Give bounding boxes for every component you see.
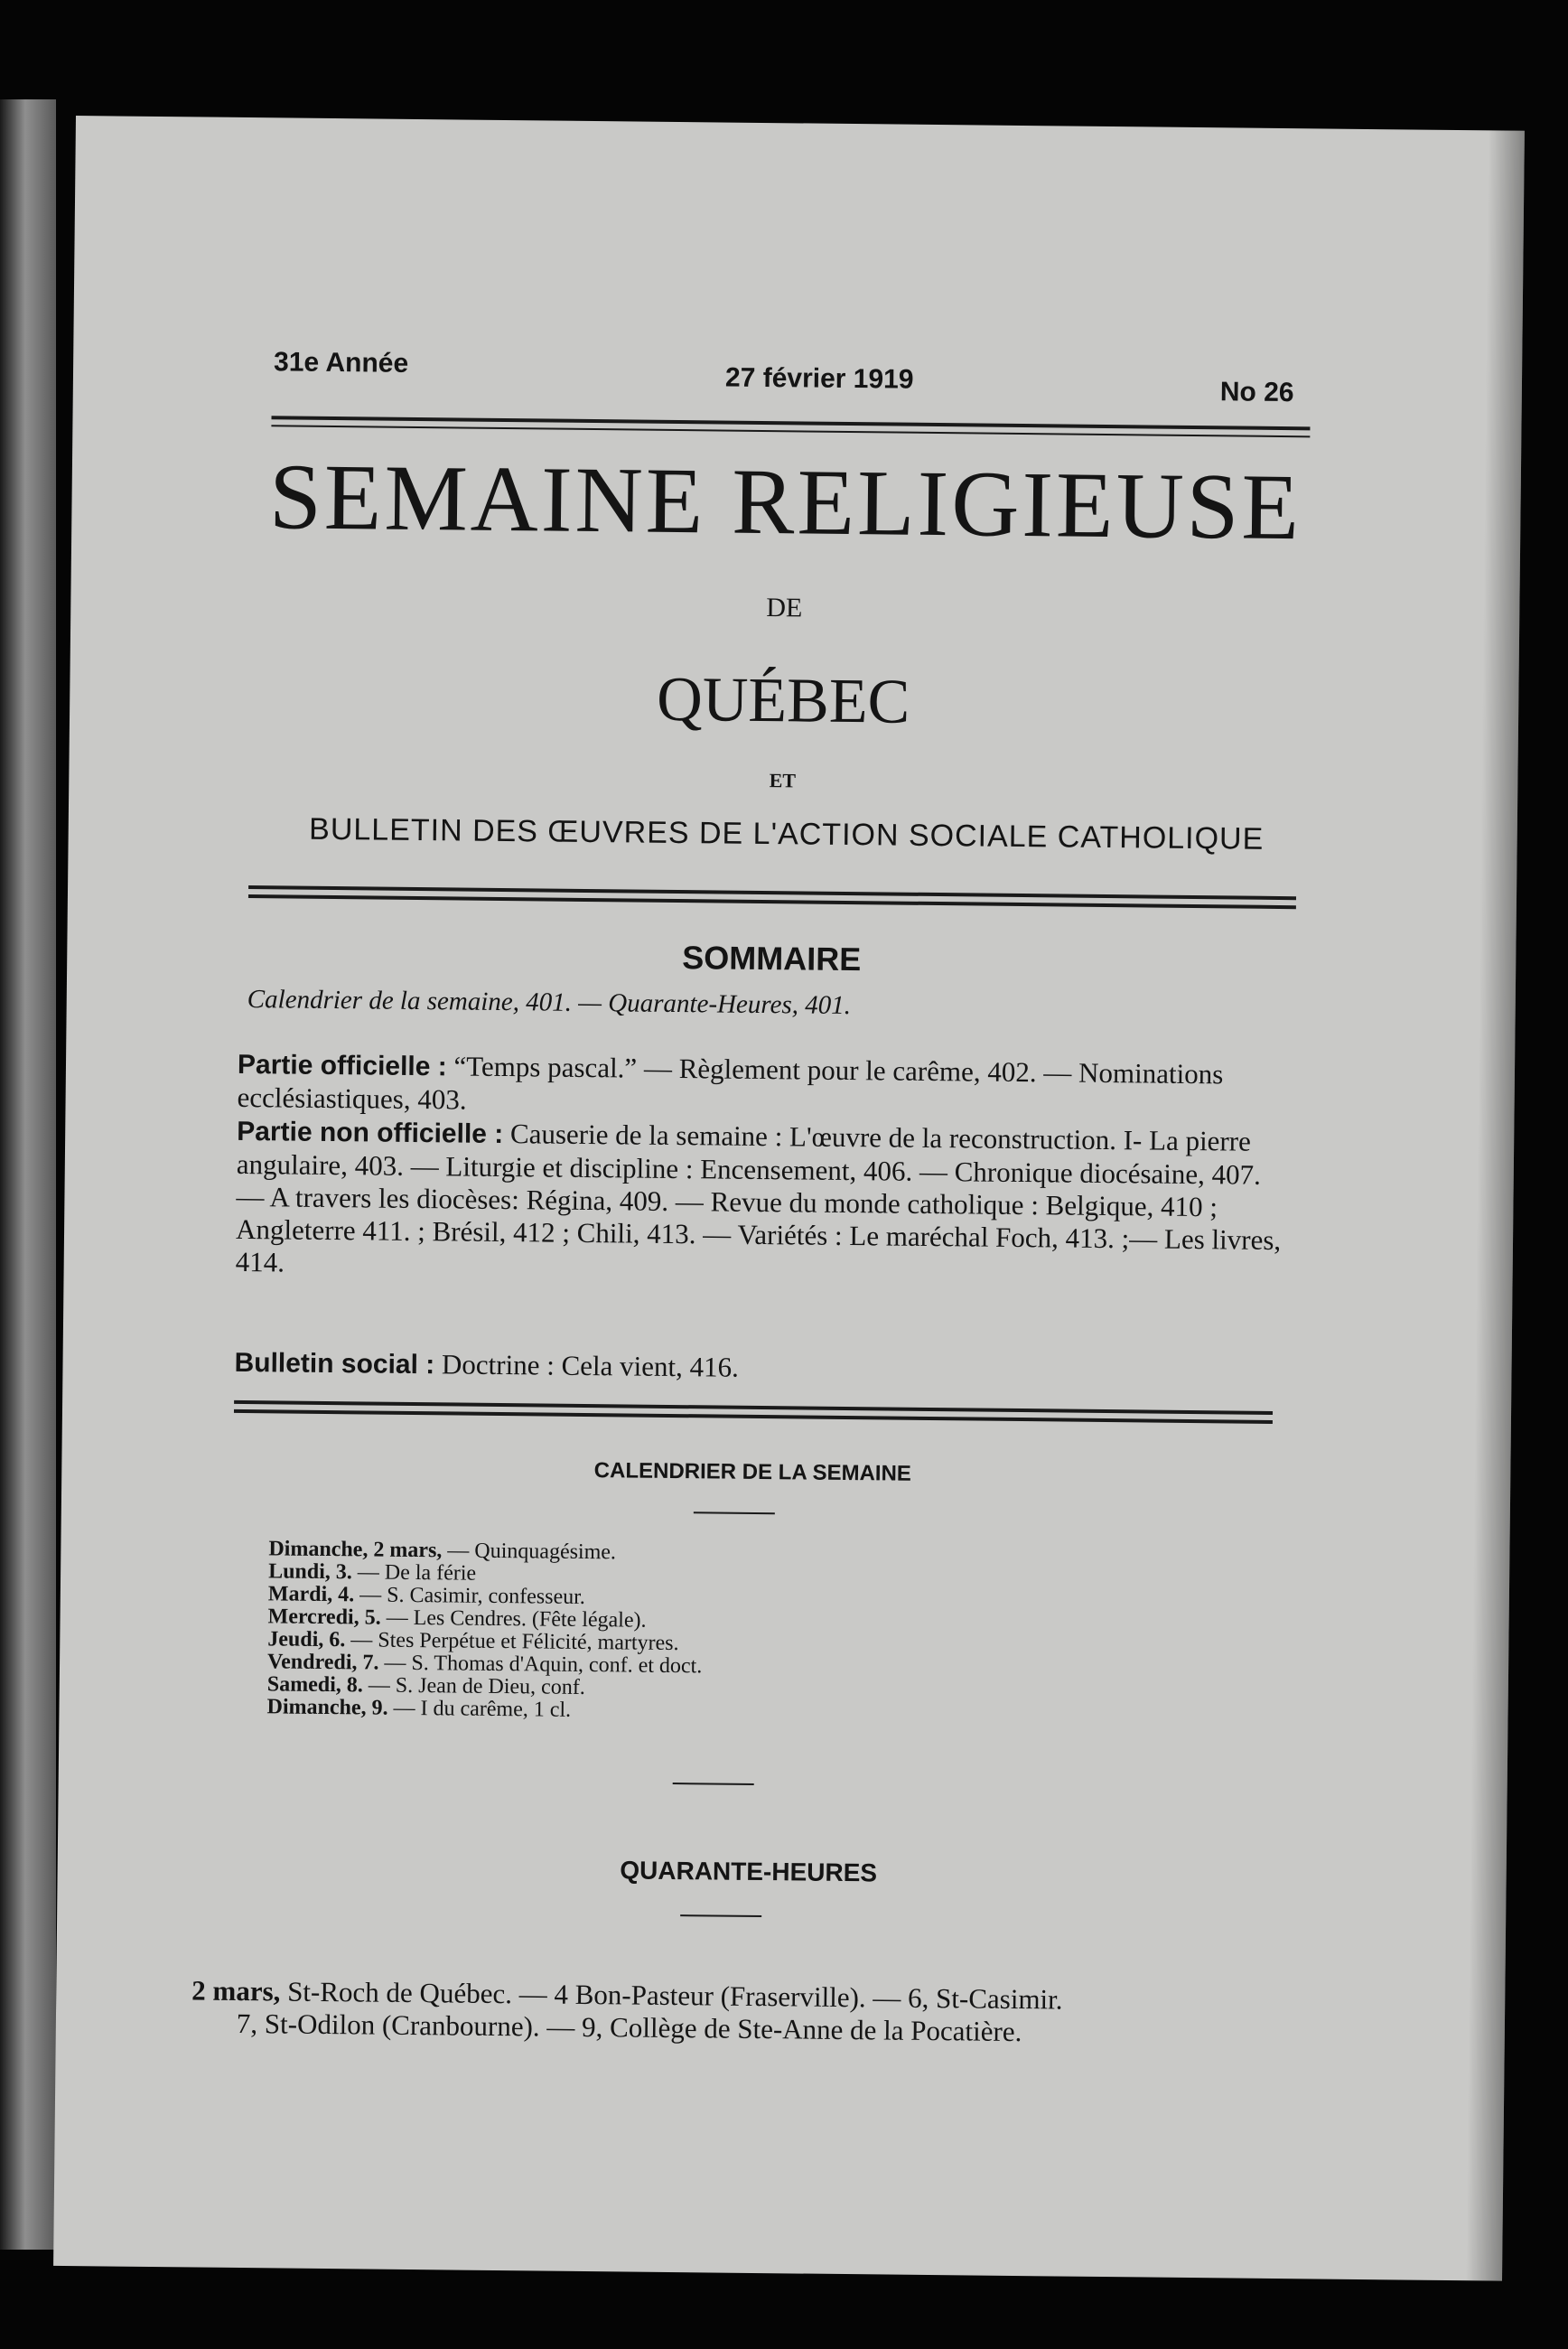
masthead-city: QUÉBEC (656, 664, 910, 737)
masthead-de: DE (766, 593, 803, 623)
sommaire-heading: SOMMAIRE (682, 939, 862, 978)
toc-label: Partie non officielle : (237, 1116, 504, 1150)
calendrier-row: Samedi, 8. — S. Jean de Dieu, conf. (266, 1672, 585, 1699)
sommaire-intro: Calendrier de la semaine, 401. — Quarante-Heures, 401. (247, 985, 852, 1021)
calendrier-row: Jeudi, 6. — Stes Perpétue et Félicité, martyres. (267, 1627, 679, 1656)
quarante-divider (680, 1914, 761, 1917)
calendrier-heading: CALENDRIER DE LA SEMAINE (593, 1458, 912, 1486)
toc-entry-non-officielle (236, 1115, 1294, 1289)
toc-text: Doctrine : Cela vient, 416. (441, 1348, 740, 1383)
masthead-subtitle: BULLETIN DES ŒUVRES DE L'ACTION SOCIALE CATHOLIQUE (308, 811, 1265, 856)
masthead-et: ET (769, 769, 797, 792)
toc-text: Causerie de la semaine : L'œuvre de la reconstruction. I- La pierre angulaire, 403. — Liturgie et discipline : Encensement, 406. — Chronique diocésaine, 407. — A travers les diocèses: Régina, 409. — Revue du monde catholique : Belgique, 410 ; Angleterre 411. ; Brésil, 412 ; Chili, 413. — Variétés : Le maréchal Foch, 413. ;— Les livres, 414. (235, 1118, 1282, 1278)
toc-label: Bulletin social : (234, 1347, 435, 1380)
toc-entry-bulletin-social (234, 1346, 1291, 1390)
quarante-line-1: 2 mars, St-Roch de Québec. — 4 Bon-Pasteur (Fraserville). — 6, St-Casimir. (191, 1974, 1063, 2016)
calendrier-end-divider (673, 1783, 754, 1785)
issue-date: 27 février 1919 (724, 362, 914, 395)
issue-number: No 26 (1219, 377, 1294, 408)
quarante-text (191, 1974, 1303, 2051)
toc-text: “Temps pascal.” — Règlement pour le carême, 402. — Nominations ecclésiastiques, 403. (237, 1050, 1224, 1116)
calendrier-row: Lundi, 3. — De la férie (268, 1559, 477, 1586)
toc-label: Partie officielle : (237, 1049, 447, 1082)
calendrier-row: Mercredi, 5. — Les Cendres. (Fête légale). (267, 1605, 647, 1633)
calendrier-divider (694, 1511, 775, 1514)
toc-entry-officielle (237, 1048, 1294, 1125)
calendrier-list (266, 1538, 1081, 1727)
calendrier-row: Dimanche, 9. — I du carême, 1 cl. (266, 1695, 572, 1722)
quarante-line-2: 7, St-Odilon (Cranbourne). — 9, Collège de Ste-Anne de la Pocatière. (236, 2007, 1022, 2048)
masthead-title: SEMAINE RELIGIEUSE (268, 445, 1302, 560)
calendrier-row: Dimanche, 2 mars, — Quinquagésime. (268, 1537, 617, 1565)
document-page (53, 116, 1525, 2281)
calendrier-row: Mardi, 4. — S. Casimir, confesseur. (267, 1582, 586, 1609)
adjacent-page-edge (0, 99, 56, 2250)
quarante-heading: QUARANTE-HEURES (620, 1856, 878, 1887)
calendrier-row: Vendredi, 7. — S. Thomas d'Aquin, conf. et doct. (266, 1650, 703, 1679)
page-shadow (1466, 130, 1525, 2280)
year-label: 31e Année (273, 347, 409, 379)
